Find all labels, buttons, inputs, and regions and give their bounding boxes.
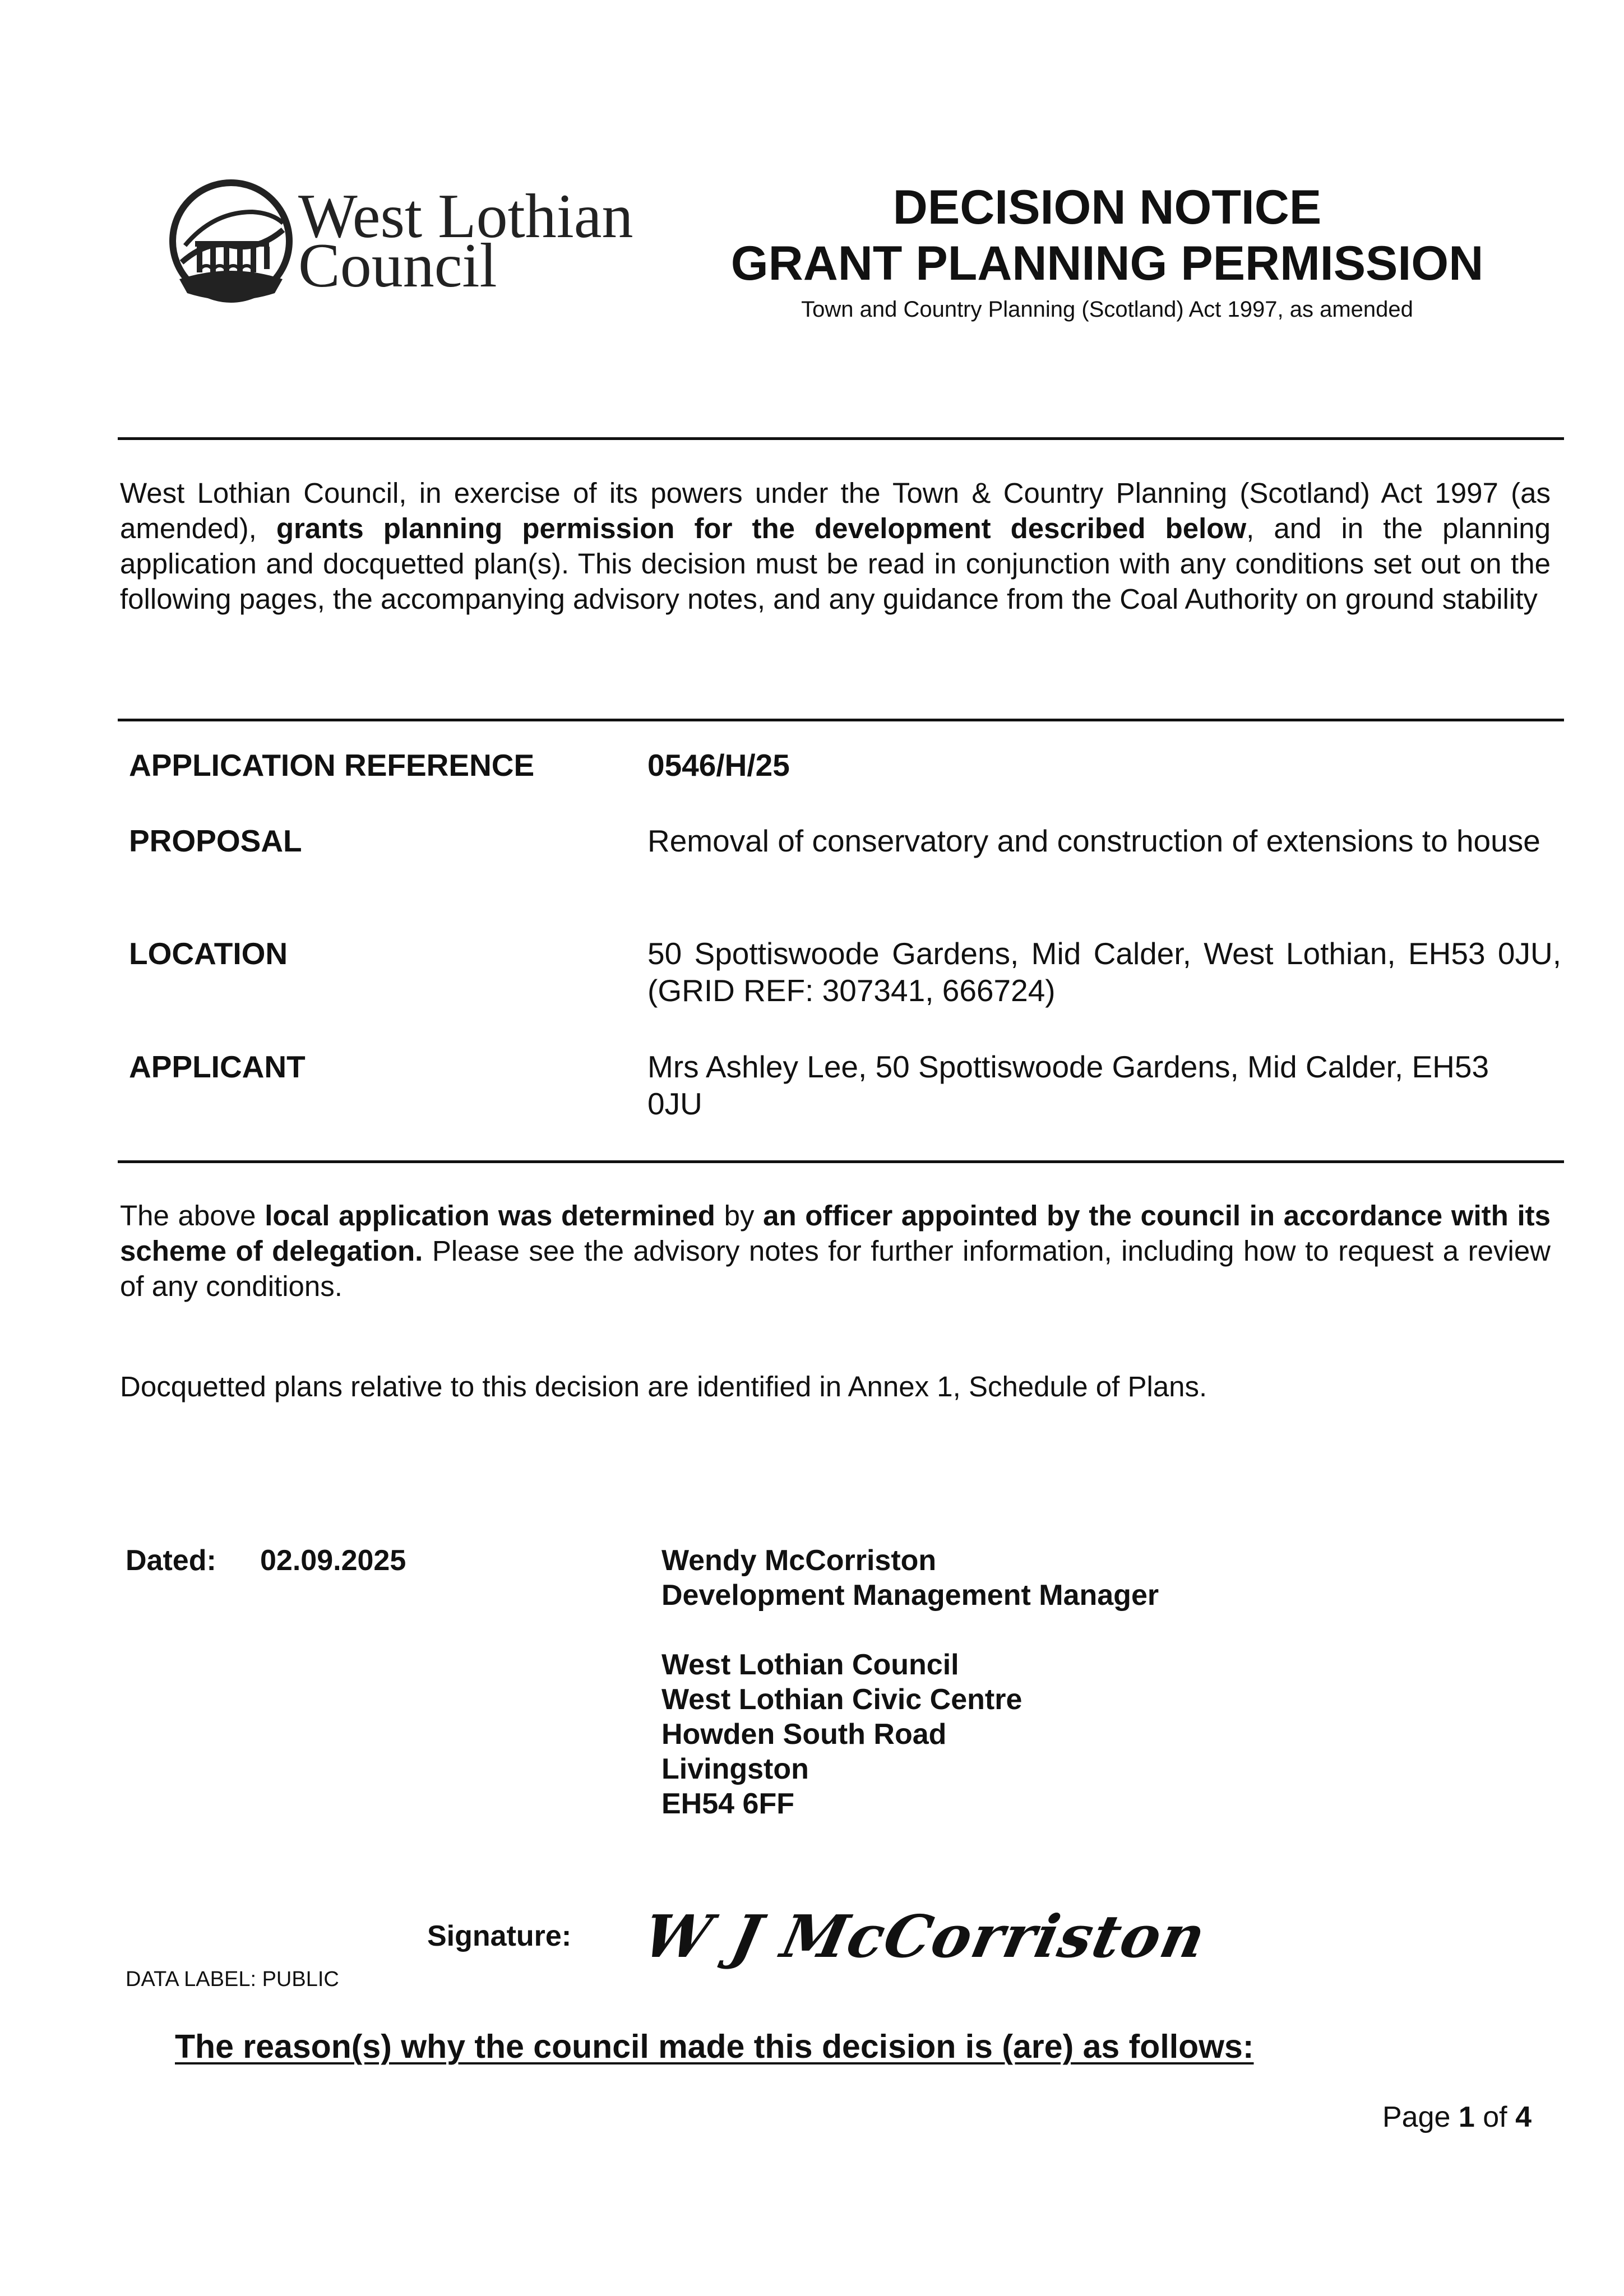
applicant-label: APPLICANT: [129, 1049, 306, 1084]
determination-paragraph: [120, 1198, 1551, 1304]
application-reference-label: APPLICATION REFERENCE: [129, 748, 535, 783]
officer-name: Wendy McCorriston: [661, 1544, 937, 1577]
dated-label: Dated:: [126, 1544, 216, 1577]
determination-bold-text: an officer appointed by the council in accordance with its scheme of delegation.: [120, 1200, 1551, 1267]
address-line: West Lothian Civic Centre: [661, 1683, 1022, 1716]
legislation-reference: Town and Country Planning (Scotland) Act 1997, as amended: [801, 297, 1413, 322]
intro-text: West Lothian Council, in exercise of its powers under the Town & Country Planning (Scotland) Act 1997 (as amended),: [120, 477, 1551, 544]
page-current: 1: [1458, 2101, 1475, 2133]
page-total: 4: [1515, 2101, 1532, 2133]
council-logo: [168, 174, 633, 303]
determination-text: by: [724, 1200, 755, 1232]
handwritten-signature: W J McCorriston: [637, 1902, 1213, 1971]
data-label: DATA LABEL: PUBLIC: [126, 1968, 339, 1991]
officer-block: [661, 1543, 1159, 1821]
docquetted-plans-note: Docquetted plans relative to this decision are identified in Annex 1, Schedule of Plans.: [120, 1371, 1207, 1402]
divider: [118, 719, 1564, 721]
intro-text-continued: , and in the planning application and docquetted plan(s). This decision must be read in conjunction with any conditions set out on the following pages, the accompanying advisory notes, and any guidance from the Coal Authority on ground stability: [120, 512, 1551, 615]
determination-text: The above: [120, 1200, 256, 1232]
intro-bold-text: grants planning permission for the development described below: [276, 512, 1247, 544]
address-line: Howden South Road: [661, 1718, 947, 1751]
address-line: EH54 6FF: [661, 1788, 794, 1820]
notice-subtitle-heading: GRANT PLANNING PERMISSION: [730, 237, 1484, 290]
determination-text: Please see the advisory notes for further information, including how to request a review of any conditions.: [120, 1235, 1551, 1302]
logo-text-line2: Council: [298, 231, 497, 300]
logo-text-line1: West Lothian: [298, 182, 633, 251]
notice-title-block: [678, 179, 1536, 325]
page-of: of: [1483, 2101, 1507, 2133]
address-line: Livingston: [661, 1753, 809, 1785]
address-line: West Lothian Council: [661, 1649, 959, 1681]
notice-title: DECISION NOTICE: [892, 180, 1322, 234]
location-value: 50 Spottiswoode Gardens, Mid Calder, West Lothian, EH53 0JU, (GRID REF: 307341, 666724): [647, 936, 1561, 1008]
page-prefix: Page: [1382, 2101, 1451, 2133]
application-reference-value: 0546/H/25: [647, 748, 790, 783]
reason-heading: The reason(s) why the council made this decision is (are) as follows:: [175, 2028, 1254, 2065]
proposal-label: PROPOSAL: [129, 823, 302, 858]
signature-label: Signature:: [427, 1920, 572, 1952]
proposal-value: Removal of conservatory and construction of extensions to house: [647, 823, 1540, 858]
divider: [118, 437, 1564, 440]
divider: [118, 1160, 1564, 1163]
officer-title: Development Management Manager: [661, 1579, 1159, 1612]
intro-paragraph: [120, 475, 1551, 617]
determination-bold-text: local application was determined: [265, 1200, 715, 1232]
location-label: LOCATION: [129, 936, 288, 971]
dated-value: 02.09.2025: [260, 1544, 406, 1577]
page-number: [1382, 2099, 1532, 2135]
viaduct-emblem-icon: [168, 178, 294, 304]
applicant-value: Mrs Ashley Lee, 50 Spottiswoode Gardens, Mid Calder, EH53 0JU: [647, 1049, 1489, 1121]
